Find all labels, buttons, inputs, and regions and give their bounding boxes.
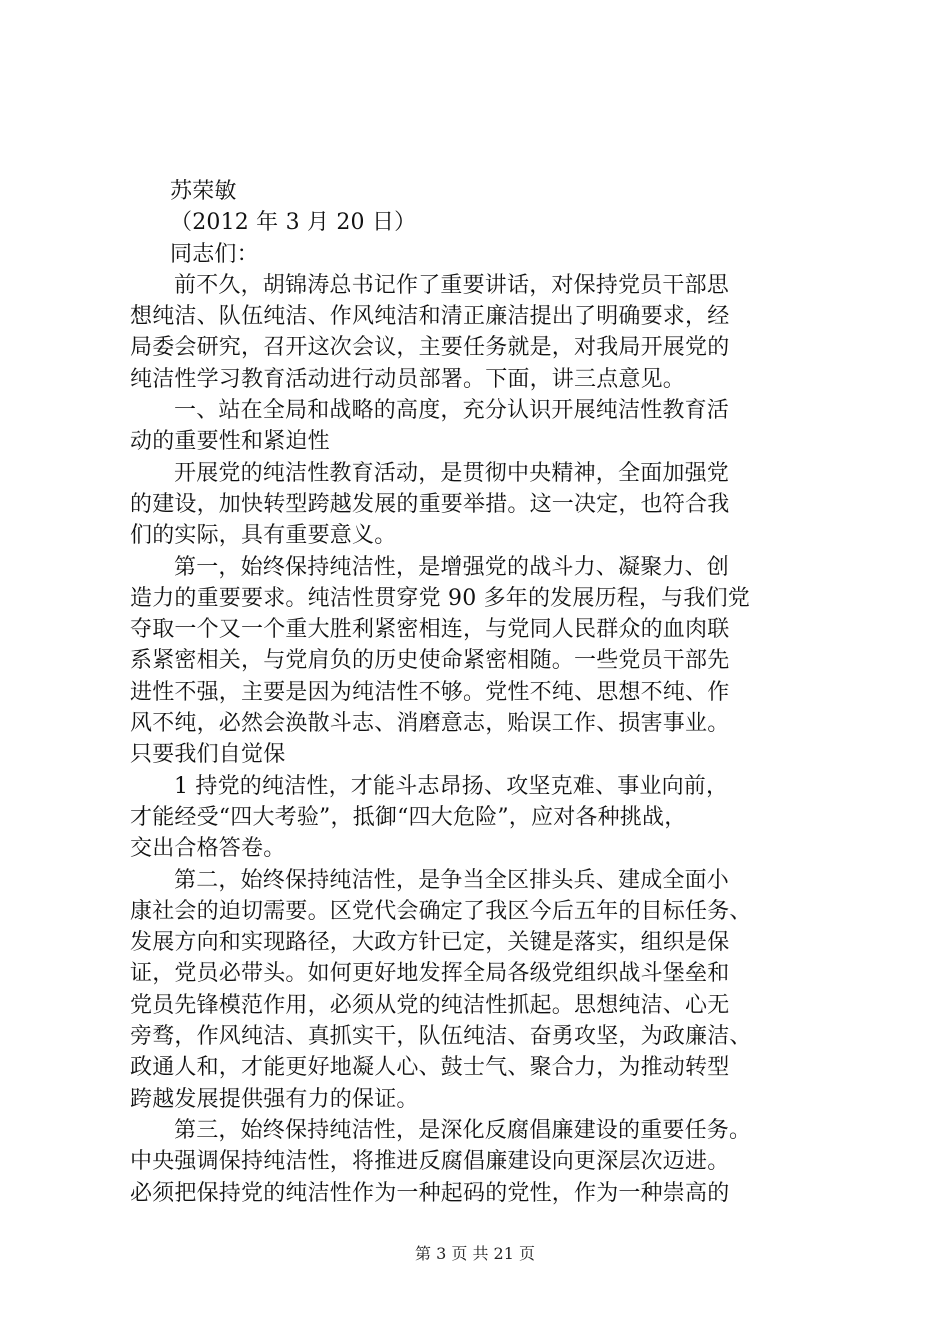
text-line: 1 持党的纯洁性，才能斗志昂扬、攻坚克难、事业向前， [174, 773, 729, 799]
text-line: 第三，始终保持纯洁性，是深化反腐倡廉建设的重要任务。 [174, 1117, 752, 1143]
text-line: 造力的重要要求。纯洁性贯穿党 90 多年的发展历程，与我们党 [130, 585, 750, 611]
document-body [130, 176, 830, 1209]
text-line: 夺取一个又一个重大胜利紧密相连，与党同人民群众的血肉联 [130, 617, 730, 643]
text-line: 想纯洁、队伍纯洁、作风纯洁和清正廉洁提出了明确要求，经 [130, 304, 730, 330]
text-line: 系紧密相关，与党肩负的历史使命紧密相随。一些党员干部先 [130, 648, 730, 674]
text-line: 才能经受“四大考验”，抵御“四大危险”，应对各种挑战， [130, 804, 687, 830]
text-line: 发展方向和实现路径，大政方针已定，关键是落实，组织是保 [130, 930, 730, 956]
text-line: 跨越发展提供强有力的保证。 [130, 1086, 419, 1112]
page-number-footer: 第 3 页 共 21 页 [415, 1244, 535, 1263]
text-line: 政通人和，才能更好地凝人心、鼓士气、聚合力，为推动转型 [130, 1055, 730, 1081]
text-line: 进性不强，主要是因为纯洁性不够。党性不纯、思想不纯、作 [130, 679, 730, 705]
text-line: 风不纯，必然会涣散斗志、消磨意志，贻误工作、损害事业。 [130, 711, 730, 737]
text-line: 必须把保持党的纯洁性作为一种起码的党性，作为一种崇高的 [130, 1180, 730, 1206]
text-line: 的建设，加快转型跨越发展的重要举措。这一决定，也符合我 [130, 491, 730, 517]
author-name: 苏荣敏 [170, 179, 237, 204]
text-line: 康社会的迫切需要。区党代会确定了我区今后五年的目标任务、 [130, 898, 752, 924]
text-line: 局委会研究，召开这次会议，主要任务就是，对我局开展党的 [130, 335, 730, 361]
text-line: 们的实际，具有重要意义。 [130, 523, 397, 549]
text-line: 第一，始终保持纯洁性，是增强党的战斗力、凝聚力、创 [174, 554, 730, 580]
text-line: 证，党员必带头。如何更好地发挥全局各级党组织战斗堡垒和 [130, 961, 730, 987]
text-line: 旁骛，作风纯洁、真抓实干，队伍纯洁、奋勇攻坚，为政廉洁、 [130, 1024, 752, 1050]
speech-date: （2012 年 3 月 20 日） [170, 210, 417, 236]
text-line: 第二，始终保持纯洁性，是争当全区排头兵、建成全面小 [174, 867, 730, 893]
text-line: 中央强调保持纯洁性，将推进反腐倡廉建设向更深层次迈进。 [130, 1149, 730, 1175]
text-line: 党员先锋模范作用，必须从党的纯洁性抓起。思想纯洁、心无 [130, 992, 730, 1018]
text-line: 纯洁性学习教育活动进行动员部署。下面，讲三点意见。 [130, 366, 686, 392]
text-line: 开展党的纯洁性教育活动，是贯彻中央精神，全面加强党 [174, 460, 730, 486]
salutation: 同志们： [170, 241, 259, 267]
section-heading: 动的重要性和紧迫性 [130, 429, 330, 455]
text-line: 只要我们自觉保 [130, 742, 286, 768]
text-line: 交出合格答卷。 [130, 836, 286, 862]
section-heading: 一、站在全局和战略的高度，充分认识开展纯洁性教育活 [174, 398, 730, 424]
text-line: 前不久，胡锦涛总书记作了重要讲话，对保持党员干部思 [174, 272, 730, 298]
